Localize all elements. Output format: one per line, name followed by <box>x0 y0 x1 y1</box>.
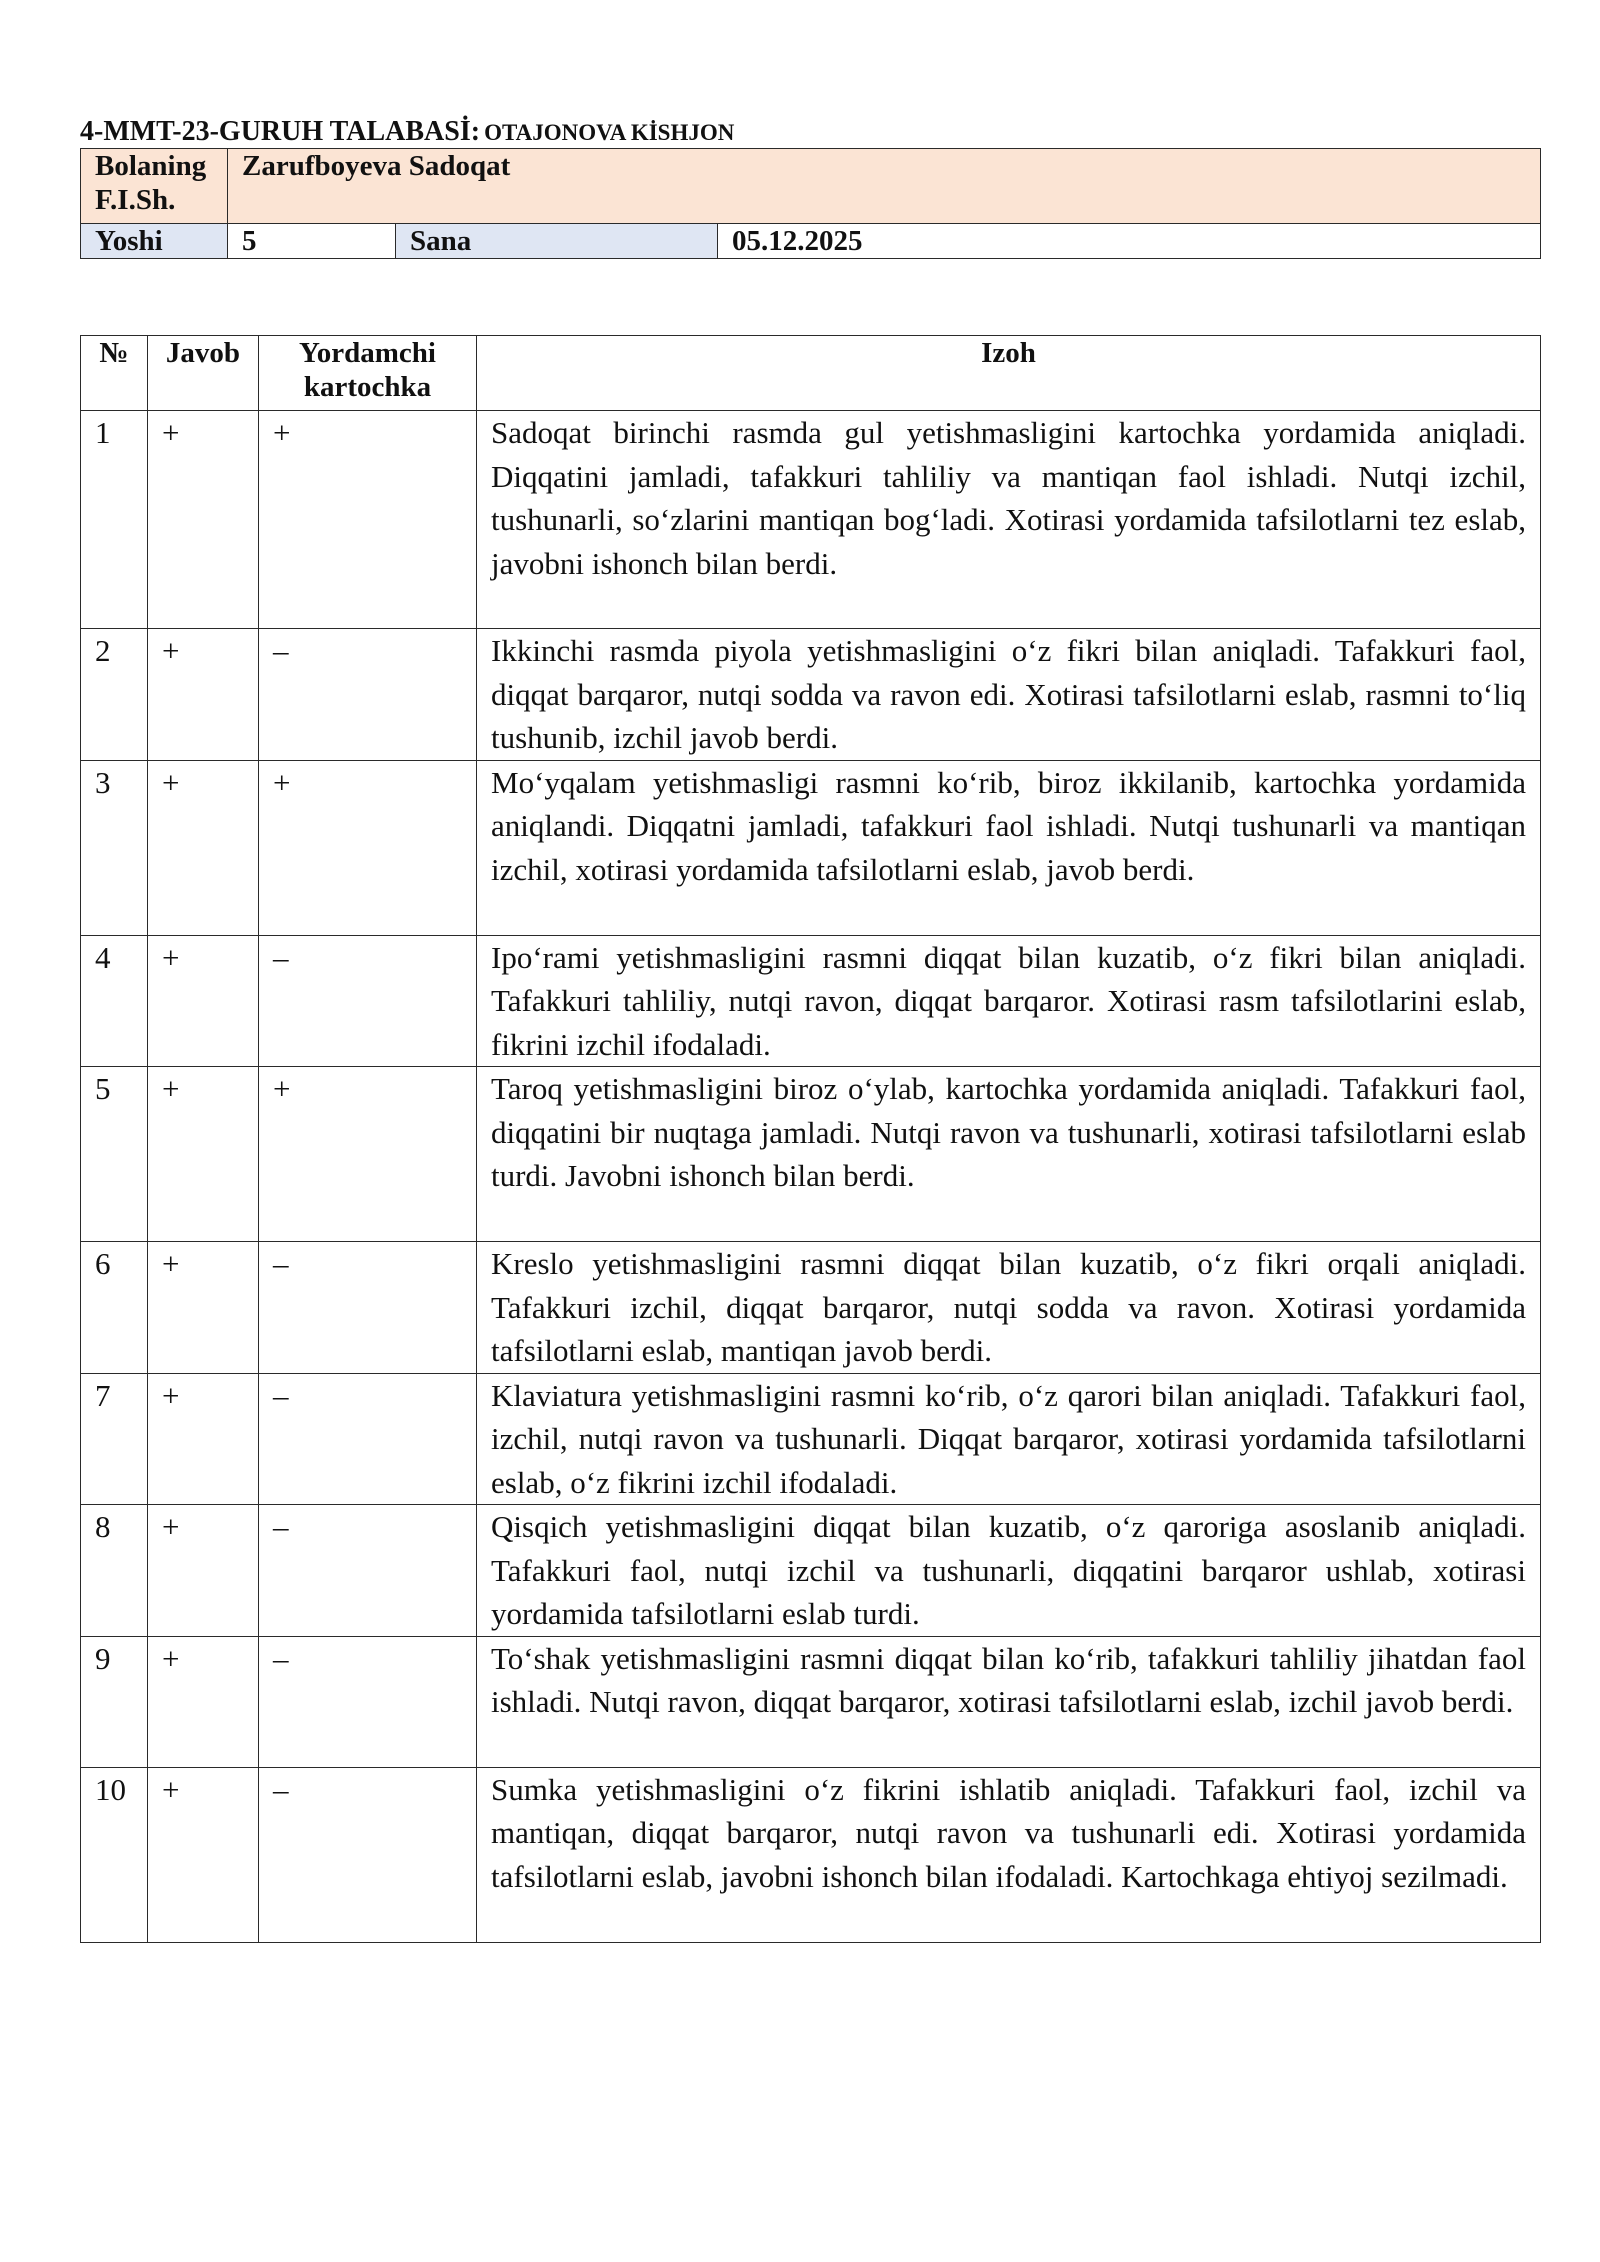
row-number: 6 <box>81 1242 148 1374</box>
table-row <box>81 1505 1541 1637</box>
row-number: 4 <box>81 935 148 1067</box>
age-date-row <box>81 224 1541 259</box>
table-row <box>81 935 1541 1067</box>
child-name-row <box>81 149 1541 224</box>
row-number: 2 <box>81 629 148 761</box>
row-helper-card: + <box>259 760 477 935</box>
row-answer: + <box>148 1373 259 1505</box>
results-header-row <box>81 336 1541 411</box>
row-number: 9 <box>81 1636 148 1767</box>
table-row <box>81 760 1541 935</box>
results-table <box>80 335 1541 1943</box>
row-answer: + <box>148 629 259 761</box>
row-comment: Ipo‘rami yetishmasligini rasmni diqqat bilan kuzatib, o‘z fikri bilan aniqladi. Tafakkuri tahliliy, nutqi ravon, diqqat barqaror. Xotirasi rasm tafsilotlarini eslab, fikrini izchil ifodaladi. <box>477 935 1541 1067</box>
row-answer: + <box>148 1242 259 1374</box>
row-answer: + <box>148 760 259 935</box>
table-row <box>81 411 1541 629</box>
row-helper-card: – <box>259 1636 477 1767</box>
row-helper-card: + <box>259 411 477 629</box>
table-row <box>81 1242 1541 1374</box>
row-number: 3 <box>81 760 148 935</box>
table-row <box>81 1067 1541 1242</box>
row-answer: + <box>148 1767 259 1942</box>
row-comment: Mo‘yqalam yetishmasligi rasmni ko‘rib, biroz ikkilanib, kartochka yordamida aniqlandi. Diqqatni jamladi, tafakkuri faol ishladi. Nutqi tushunarli va mantiqan izchil, xotirasi yordamida tafsilotlarni eslab, javob berdi. <box>477 760 1541 935</box>
table-row <box>81 1373 1541 1505</box>
row-comment: Sadoqat birinchi rasmda gul yetishmasligini kartochka yordamida aniqladi. Diqqatini jamladi, tafakkuri tahliliy va mantiqan faol ishladi. Nutqi izchil, tushunarli, so‘zlarini mantiqan bog‘ladi. Xotirasi yordamida tafsilotlarni tez eslab, javobni ishonch bilan berdi. <box>477 411 1541 629</box>
row-number: 5 <box>81 1067 148 1242</box>
row-helper-card: – <box>259 1767 477 1942</box>
column-header-helper-card: Yordamchi kartochka <box>259 336 477 411</box>
row-helper-card: – <box>259 1373 477 1505</box>
row-comment: To‘shak yetishmasligini rasmni diqqat bilan ko‘rib, tafakkuri tahliliy jihatdan faol ishladi. Nutqi ravon, diqqat barqaror, xotirasi tafsilotlarni eslab, izchil javob berdi. <box>477 1636 1541 1767</box>
child-name-label: Bolaning F.I.Sh. <box>81 149 228 224</box>
row-comment: Taroq yetishmasligini biroz o‘ylab, kartochka yordamida aniqladi. Tafakkuri faol, diqqatini bir nuqtaga jamladi. Nutqi ravon va tushunarli, xotirasi tafsilotlarni eslab turdi. Javobni ishonch bilan berdi. <box>477 1067 1541 1242</box>
group-label: 4-MMT-23-GURUH TALABASİ: <box>80 116 481 147</box>
column-header-number: № <box>81 336 148 411</box>
row-answer: + <box>148 1067 259 1242</box>
age-value: 5 <box>228 224 396 259</box>
table-row <box>81 629 1541 761</box>
row-number: 8 <box>81 1505 148 1637</box>
column-header-comment: Izoh <box>477 336 1541 411</box>
date-label: Sana <box>396 224 718 259</box>
age-label: Yoshi <box>81 224 228 259</box>
row-helper-card: + <box>259 1067 477 1242</box>
row-answer: + <box>148 1505 259 1637</box>
child-name-value: Zarufboyeva Sadoqat <box>228 149 1541 224</box>
date-value: 05.12.2025 <box>718 224 1541 259</box>
child-info-table <box>80 148 1541 259</box>
row-number: 10 <box>81 1767 148 1942</box>
row-comment: Ikkinchi rasmda piyola yetishmasligini o‘z fikri bilan aniqladi. Tafakkuri faol, diqqat barqaror, nutqi sodda va ravon edi. Xotirasi tafsilotlarni eslab, rasmni to‘liq tushunib, izchil javob berdi. <box>477 629 1541 761</box>
row-comment: Kreslo yetishmasligini rasmni diqqat bilan kuzatib, o‘z fikri orqali aniqladi. Tafakkuri izchil, diqqat barqaror, nutqi sodda va ravon. Xotirasi yordamida tafsilotlarni eslab, mantiqan javob berdi. <box>477 1242 1541 1374</box>
table-row <box>81 1636 1541 1767</box>
column-header-answer: Javob <box>148 336 259 411</box>
student-name: OTAJONOVA KİSHJON <box>484 120 735 145</box>
row-number: 7 <box>81 1373 148 1505</box>
row-comment: Klaviatura yetishmasligini rasmni ko‘rib, o‘z qarori bilan aniqladi. Tafakkuri faol, izchil, nutqi ravon va tushunarli. Diqqat barqaror, xotirasi yordamida tafsilotlarni eslab, o‘z fikrini izchil ifodaladi. <box>477 1373 1541 1505</box>
row-answer: + <box>148 935 259 1067</box>
row-answer: + <box>148 411 259 629</box>
row-helper-card: – <box>259 1505 477 1637</box>
row-answer: + <box>148 1636 259 1767</box>
row-helper-card: – <box>259 935 477 1067</box>
row-helper-card: – <box>259 629 477 761</box>
table-row <box>81 1767 1541 1942</box>
row-comment: Sumka yetishmasligini o‘z fikrini ishlatib aniqladi. Tafakkuri faol, izchil va mantiqan, diqqat barqaror, nutqi ravon va tushunarli edi. Xotirasi yordamida tafsilotlarni eslab, javobni ishonch bilan ifodaladi. Kartochkaga ehtiyoj sezilmadi. <box>477 1767 1541 1942</box>
row-number: 1 <box>81 411 148 629</box>
row-comment: Qisqich yetishmasligini diqqat bilan kuzatib, o‘z qaroriga asoslanib aniqladi. Tafakkuri faol, nutqi izchil va tushunarli, diqqatini barqaror ushlab, xotirasi yordamida tafsilotlarni eslab turdi. <box>477 1505 1541 1637</box>
row-helper-card: – <box>259 1242 477 1374</box>
